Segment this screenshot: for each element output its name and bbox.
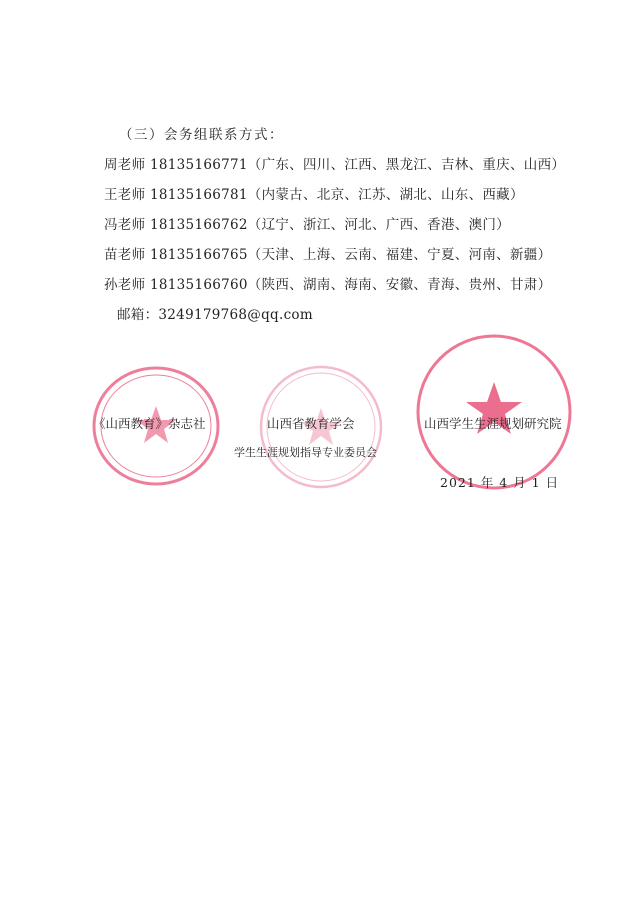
email-line: [117, 303, 313, 323]
email-address[interactable]: 3249179768@qq.com: [158, 307, 313, 323]
contact-regions: （天津、上海、云南、福建、宁夏、河南、新疆）: [247, 247, 552, 263]
contact-phone: 18135166781: [150, 187, 248, 203]
contact-regions: （陕西、湖南、海南、安徽、青海、贵州、甘肃）: [247, 277, 552, 293]
contact-regions: （内蒙古、北京、江苏、湖北、山东、西藏）: [247, 187, 524, 203]
signature-org-3: 山西学生生涯规划研究院: [424, 416, 562, 431]
contact-name: 苗老师: [104, 247, 146, 263]
contact-line-1: [104, 153, 565, 173]
contact-name: 周老师: [104, 157, 146, 173]
contact-line-2: [104, 183, 524, 203]
contact-name: 孙老师: [104, 277, 146, 293]
signature-org-2: 山西省教育学会: [267, 416, 355, 431]
contact-regions: （辽宁、浙江、河北、广西、香港、澳门）: [247, 217, 510, 233]
contact-name: 王老师: [104, 187, 146, 203]
section-heading: （三）会务组联系方式：: [119, 127, 284, 143]
contact-phone: 18135166771: [150, 157, 248, 173]
contact-name: 冯老师: [104, 217, 146, 233]
contact-phone: 18135166765: [150, 247, 248, 263]
contact-line-4: [104, 243, 551, 263]
signature-org-1: 《山西教育》杂志社: [93, 416, 206, 431]
contact-phone: 18135166760: [150, 277, 248, 293]
contact-line-3: [104, 213, 510, 233]
contact-line-5: [104, 273, 551, 293]
email-label: 邮箱：: [117, 307, 159, 323]
seal-career-planning-institute: [412, 330, 576, 494]
contact-regions: （广东、四川、江西、黑龙江、吉林、重庆、山西）: [247, 157, 566, 173]
document-date: 2021 年 4 月 1 日: [440, 475, 560, 490]
contact-phone: 18135166762: [150, 217, 248, 233]
signature-org-2-subtitle: 学生生涯规划指导专业委员会: [234, 446, 377, 459]
